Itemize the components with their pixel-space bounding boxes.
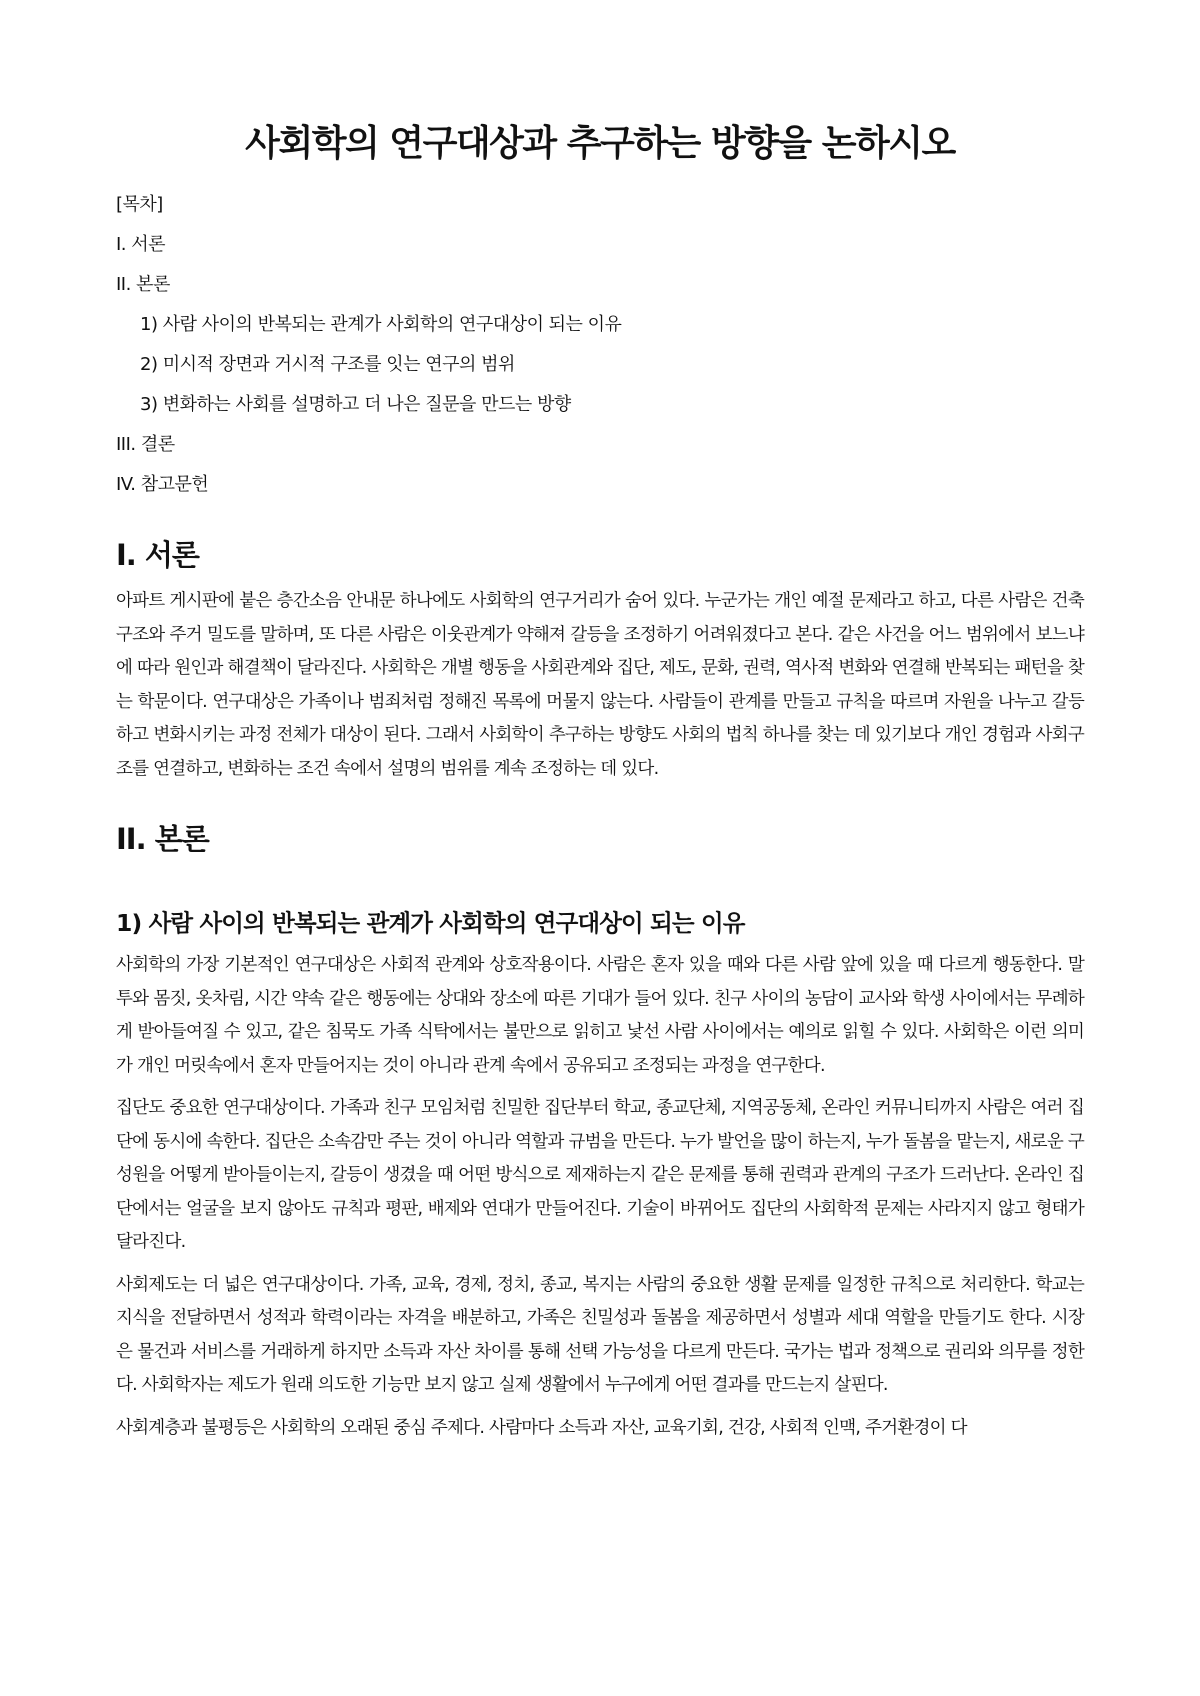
intro-paragraph: 아파트 게시판에 붙은 층간소음 안내문 하나에도 사회학의 연구거리가 숨어 있다. 누군가는 개인 예절 문제라고 하고, 다른 사람은 건축 구조와 주거 밀도를 말하며, 또 다른 사람은 이웃관계가 약해져 갈등을 조정하기 어려워졌다고 본다. 같은 사건을 어느 범위에서 보느냐에 따라 원인과 해결책이 달라진다. 사회학은 개별 행동을 사회관계와 집단, 제도, 문화, 권력, 역사적 변화와 연결해 반복되는 패턴을 찾는 학문이다. 연구대상은 가족이나 범죄처럼 정해진 목록에 머물지 않는다. 사람들이 관계를 만들고 규칙을 따르며 자원을 나누고 갈등하고 변화시키는 과정 전체가 대상이 된다. 그래서 사회학이 추구하는 방향도 사회의 법칙 하나를 찾는 데 있기보다 개인 경험과 사회구조를 연결하고, 변화하는 조건 속에서 설명의 범위를 계속 조정하는 데 있다. — [116, 591, 1084, 779]
toc-item-body-section-3: 3) 변화하는 사회를 설명하고 더 나은 질문을 만드는 방향 — [140, 394, 571, 415]
toc-item-body-section-1: 1) 사람 사이의 반복되는 관계가 사회학의 연구대상이 되는 이유 — [140, 314, 622, 335]
toc-item-references: IV. 참고문헌 — [116, 474, 209, 495]
toc-item-body: II. 본론 — [116, 274, 170, 295]
toc-item-conclusion: III. 결론 — [116, 434, 175, 455]
body-heading: II. 본론 — [116, 822, 209, 856]
section-1-paragraph-4: 사회계층과 불평등은 사회학의 오래된 중심 주제다. 사람마다 소득과 자산, 교육기회, 건강, 사회적 인맥, 주거환경이 다 — [116, 1417, 967, 1438]
toc-heading: [목차] — [116, 194, 163, 215]
table-of-contents — [116, 185, 1084, 505]
section-1-paragraph-3: 사회제도는 더 넓은 연구대상이다. 가족, 교육, 경제, 정치, 종교, 복지는 사람의 중요한 생활 문제를 일정한 규칙으로 처리한다. 학교는 지식을 전달하면서 성적과 학력이라는 자격을 배분하고, 가족은 친밀성과 돌봄을 제공하면서 성별과 세대 역할을 만들기도 한다. 시장은 물건과 서비스를 거래하게 하지만 소득과 자산 차이를 통해 선택 가능성을 다르게 만든다. 국가는 법과 정책으로 권리와 의무를 정한다. 사회학자는 제도가 원래 의도한 기능만 보지 않고 실제 생활에서 누구에게 어떤 결과를 만드는지 살핀다. — [116, 1274, 1084, 1395]
intro-heading: I. 서론 — [116, 538, 199, 572]
section-1-paragraph-1: 사회학의 가장 기본적인 연구대상은 사회적 관계와 상호작용이다. 사람은 혼자 있을 때와 다른 사람 앞에 있을 때 다르게 행동한다. 말투와 몸짓, 옷차림, 시간 약속 같은 행동에는 상대와 장소에 따른 기대가 들어 있다. 친구 사이의 농담이 교사와 학생 사이에서는 무례하게 받아들여질 수 있고, 같은 침묵도 가족 식탁에서는 불만으로 읽히고 낯선 사람 사이에서는 예의로 읽힐 수 있다. 사회학은 이런 의미가 개인 머릿속에서 혼자 만들어지는 것이 아니라 관계 속에서 공유되고 조정되는 과정을 연구한다. — [116, 955, 1084, 1076]
section-1-heading: 1) 사람 사이의 반복되는 관계가 사회학의 연구대상이 되는 이유 — [116, 909, 745, 937]
toc-item-introduction: I. 서론 — [116, 234, 166, 255]
section-1-paragraph-2: 집단도 중요한 연구대상이다. 가족과 친구 모임처럼 친밀한 집단부터 학교, 종교단체, 지역공동체, 온라인 커뮤니티까지 사람은 여러 집단에 동시에 속한다. 집단은 소속감만 주는 것이 아니라 역할과 규범을 만든다. 누가 발언을 많이 하는지, 누가 돌봄을 맡는지, 새로운 구성원을 어떻게 받아들이는지, 갈등이 생겼을 때 어떤 방식으로 제재하는지 같은 문제를 통해 권력과 관계의 구조가 드러난다. 온라인 집단에서는 얼굴을 보지 않아도 규칙과 평판, 배제와 연대가 만들어진다. 기술이 바뀌어도 집단의 사회학적 문제는 사라지지 않고 형태가 달라진다. — [116, 1098, 1084, 1252]
document-title: 사회학의 연구대상과 추구하는 방향을 논하시오 — [245, 123, 955, 164]
toc-item-body-section-2: 2) 미시적 장면과 거시적 구조를 잇는 연구의 범위 — [140, 354, 515, 375]
